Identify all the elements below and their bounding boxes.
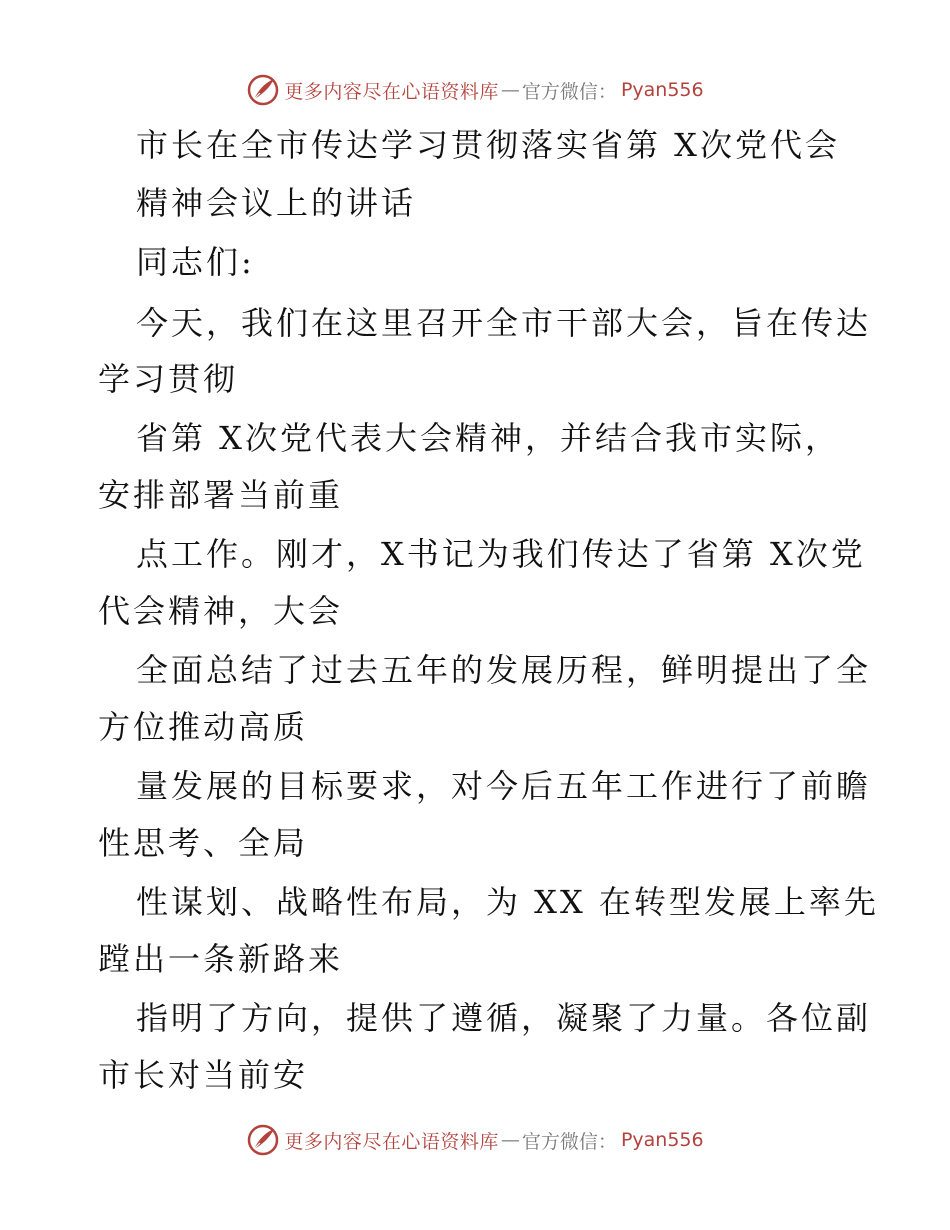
quill-logo-icon (246, 73, 280, 107)
header-watermark (0, 70, 950, 110)
doc-title-line-2: 精神会议上的讲话 (136, 184, 417, 222)
doc-line: 今天，我们在这里召开全市干部大会，旨在传达 (136, 304, 872, 342)
doc-line: 点工作。刚才，X书记为我们传达了省第 X次党 (136, 535, 866, 573)
doc-salutation: 同志们: (136, 243, 255, 281)
doc-line: 代会精神，大会 (98, 592, 344, 630)
watermark-dash: — (500, 1129, 520, 1151)
doc-line: 量发展的目标要求，对今后五年工作进行了前瞻 (136, 767, 872, 805)
doc-line: 性思考、全局 (98, 824, 309, 862)
watermark-text: 更多内容尽在心语资料库 (284, 1130, 499, 1153)
watermark-account: Pyan556 (620, 1129, 704, 1151)
watermark-text: 更多内容尽在心语资料库 (284, 80, 499, 103)
doc-line: 学习贯彻 (98, 360, 239, 398)
quill-logo-icon (246, 1123, 280, 1157)
doc-line: 性谋划、战略性布局，为 XX 在转型发展上率先 (136, 883, 879, 921)
doc-line: 蹚出一条新路来 (98, 940, 344, 978)
watermark-account: Pyan556 (620, 79, 704, 101)
watermark-official: 官方微信： (521, 1130, 617, 1153)
footer-watermark (0, 1120, 950, 1160)
doc-line: 市长对当前安 (98, 1056, 309, 1094)
doc-title-line-1: 市长在全市传达学习贯彻落实省第 X次党代会 (136, 126, 840, 164)
watermark-dash: — (500, 79, 520, 101)
doc-line: 安排部署当前重 (98, 476, 344, 514)
doc-line: 全面总结了过去五年的发展历程，鲜明提出了全 (136, 651, 872, 689)
watermark-official: 官方微信： (521, 80, 617, 103)
doc-line: 省第 X次党代表大会精神，并结合我市实际， (136, 419, 840, 457)
doc-line: 指明了方向，提供了遵循，凝聚了力量。各位副 (136, 999, 872, 1037)
doc-line: 方位推动高质 (98, 708, 309, 746)
